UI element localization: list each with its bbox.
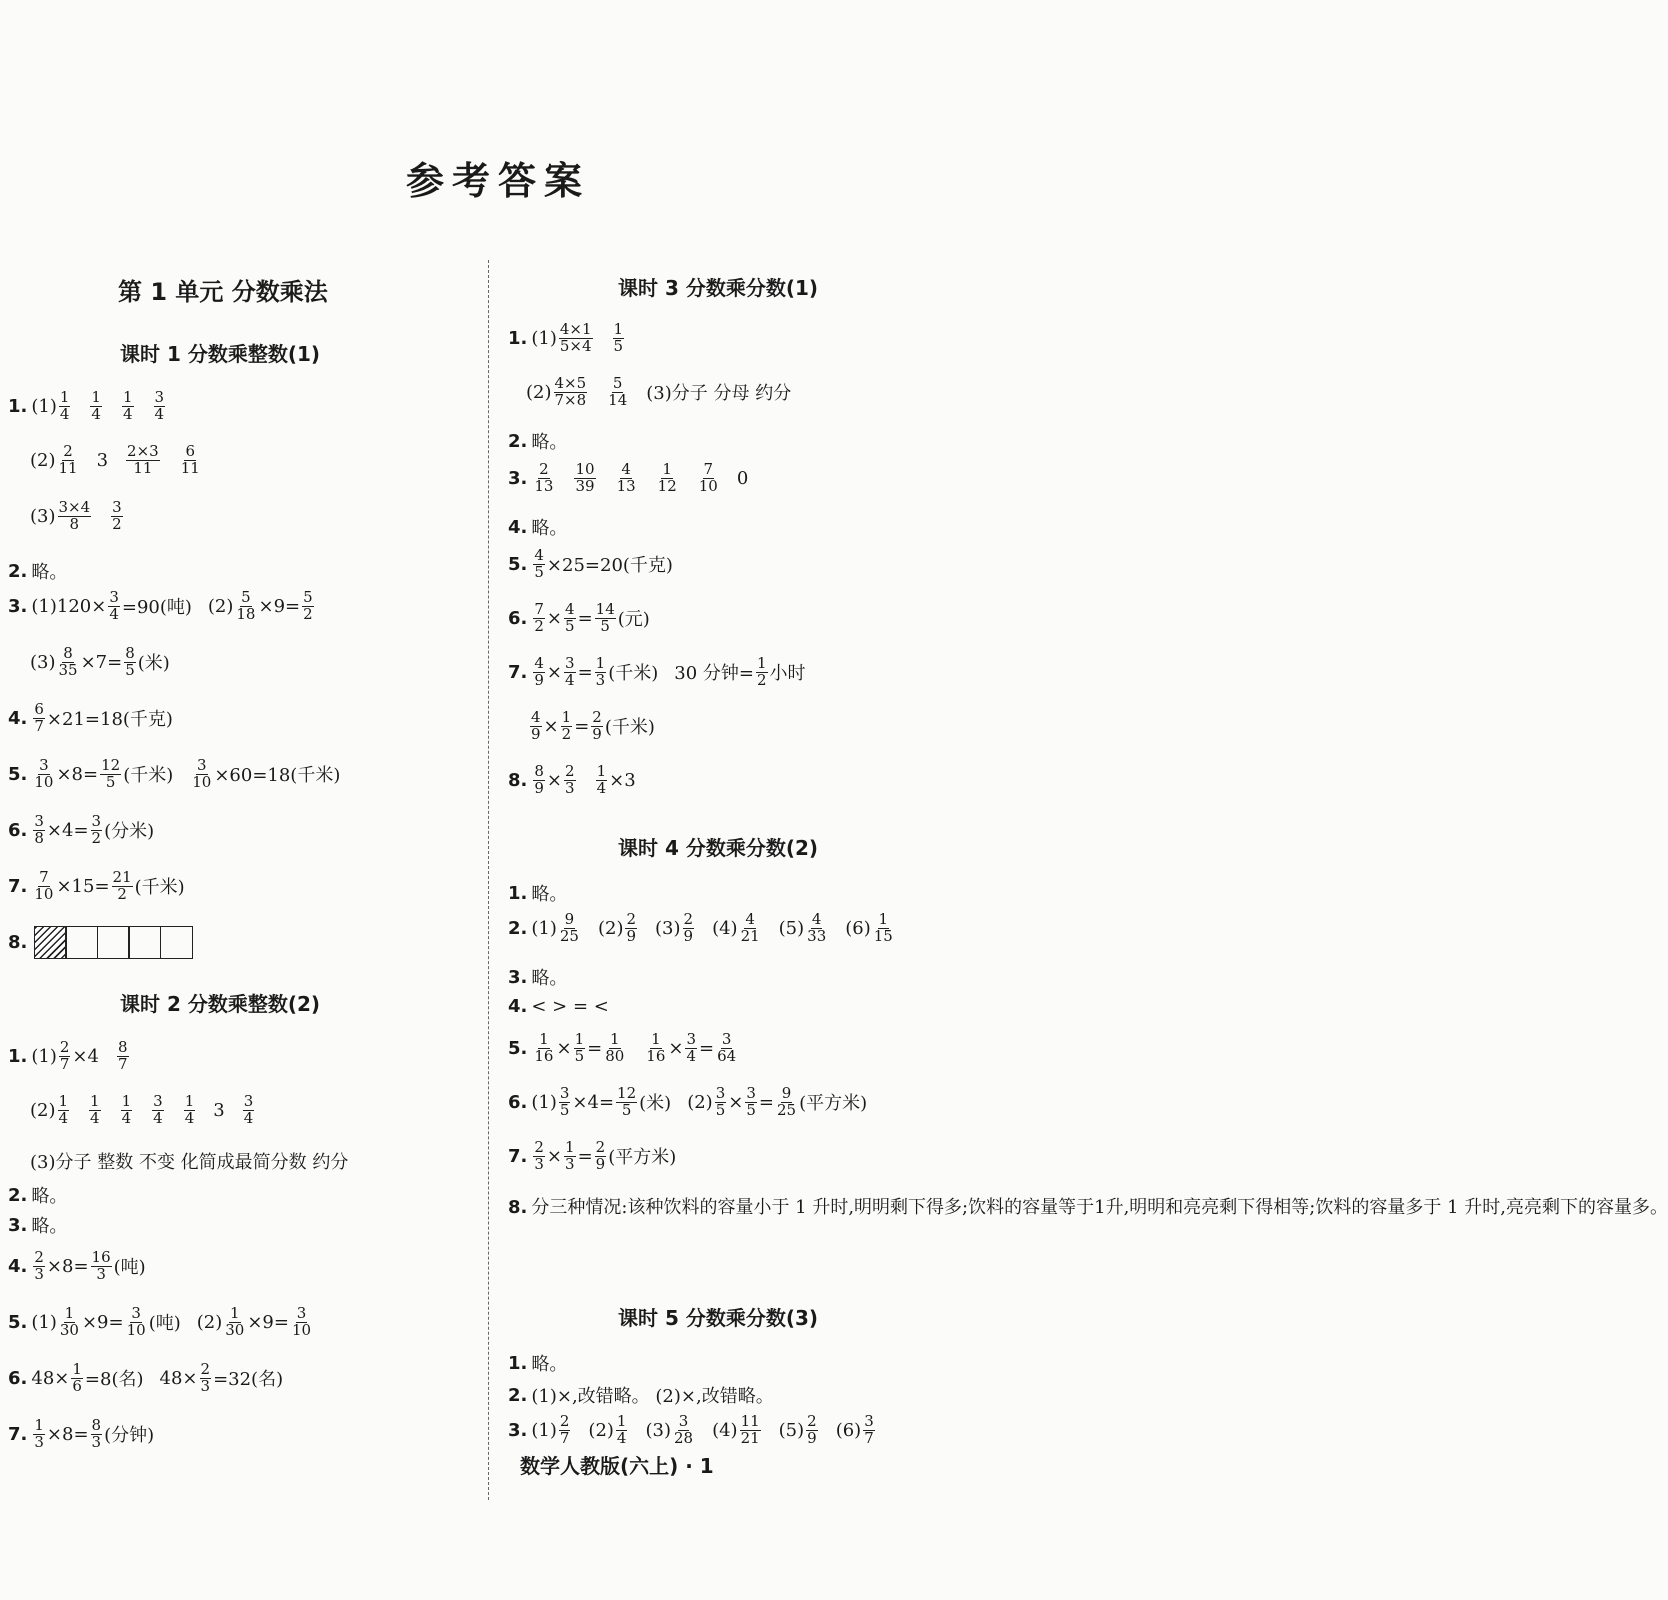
answer-l5-1: 1. 略。 <box>508 1350 567 1376</box>
answer-l1-6: 6. $\frac{3}{8}$ ×4= $\frac{3}{2}$ (分米) <box>8 812 155 847</box>
column-divider <box>488 260 489 1500</box>
answer-text: 略。 <box>31 1216 68 1237</box>
lesson-heading-4: 课时 4 分数乘分数(2) <box>618 836 819 860</box>
answer-l3-4: 4. 略。 <box>508 514 567 540</box>
answer-l3-7b: $\frac{4}{9}$ × $\frac{1}{2}$ = $\frac{2}{9}$ (千米) <box>531 708 655 743</box>
answer-paragraph: 分三种情况:该种饮料的容量小于 1 升时,明明剩下得多;饮料的容量等于1升,明明和亮亮剩下得相等;饮料的容量多于 1 升时,亮亮剩下的容量多。 <box>531 1197 1668 1218</box>
answer-l3-6: 6. $\frac{7}{2}$ × $\frac{4}{5}$ = $\frac{14}{5}$ (元) <box>508 600 650 635</box>
lesson-heading-3: 课时 3 分数乘分数(1) <box>618 276 819 300</box>
answer-l1-8: 8. <box>8 926 193 959</box>
answer-l4-3: 3. 略。 <box>508 964 567 990</box>
lesson-heading-5: 课时 5 分数乘分数(3) <box>618 1306 819 1330</box>
answer-l2-3: 3. 略。 <box>8 1212 67 1238</box>
lesson-heading-1: 课时 1 分数乘整数(1) <box>120 342 321 366</box>
answer-l4-2: 2. (1) $\frac{9}{25}$ (2) $\frac{2}{9}$ (3) $\frac{2}{9}$ (4) $\frac{4}{21}$ (5) $\frac{4}{33}$ (6) $\frac{1}{15}$ <box>508 910 893 945</box>
shaded-grid <box>35 926 193 959</box>
answer-l2-4: 4. $\frac{2}{3}$ ×8= $\frac{16}{3}$ (吨) <box>8 1248 146 1283</box>
answer-text: 略。 <box>531 884 568 905</box>
answer-l2-7: 7. $\frac{1}{3}$ ×8= $\frac{8}{3}$ (分钟) <box>8 1416 155 1451</box>
answer-text: 略。 <box>31 1186 68 1207</box>
answer-l2-6: 6. 48× $\frac{1}{6}$ =8(名) 48× $\frac{2}{3}$ =32(名) <box>8 1360 284 1395</box>
answer-l4-4: 4. < > = < <box>508 996 609 1017</box>
answer-l2-1a: 1. (1) $\frac{2}{7}$ ×4 $\frac{8}{7}$ <box>8 1038 128 1073</box>
answer-text: 略。 <box>31 562 68 583</box>
answer-l2-1b: (2) $\frac{1}{4}$ $\frac{1}{4}$ $\frac{1}{4}$ $\frac{3}{4}$ $\frac{1}{4}$ 3 $\frac{3}{4}$ <box>30 1092 254 1127</box>
answer-l2-5: 5. (1) $\frac{1}{30}$ ×9= $\frac{3}{10}$ (吨) (2) $\frac{1}{30}$ ×9= $\frac{3}{10}$ <box>8 1304 312 1339</box>
answer-l4-6: 6. (1) $\frac{3}{5}$ ×4= $\frac{12}{5}$ (米) (2) $\frac{3}{5}$ × $\frac{3}{5}$ = $\frac{9}{25}$ (平方米) <box>508 1084 868 1119</box>
lesson-heading-2: 课时 2 分数乘整数(2) <box>120 992 321 1016</box>
answer-text: (1)×,改错略。 (2)×,改错略。 <box>531 1386 774 1407</box>
answer-l1-3a: 3. (1)120× $\frac{3}{4}$ =90(吨) (2) $\frac{5}{18}$ ×9= $\frac{5}{2}$ <box>8 588 313 623</box>
answer-text: 略。 <box>531 1354 568 1375</box>
page-footer: 数学人教版(六上) · 1 <box>520 1454 714 1478</box>
answer-l1-1b: (2) $\frac{2}{11}$ 3 $\frac{2\times 3}{11}$ $\frac{6}{11}$ <box>30 442 200 477</box>
answer-l1-1c: (3) $\frac{3\times 4}{8}$ $\frac{3}{2}$ <box>30 498 122 533</box>
answer-text: < > = < <box>531 996 609 1017</box>
answer-l3-8: 8. $\frac{8}{9}$ × $\frac{2}{3}$ $\frac{1}{4}$ ×3 <box>508 762 636 797</box>
answer-l5-3: 3. (1) $\frac{2}{7}$ (2) $\frac{1}{4}$ (3) $\frac{3}{28}$ (4) $\frac{11}{21}$ (5) $\frac{2}{9}$ (6) $\frac{3}{7}$ <box>508 1412 874 1447</box>
answer-text: 略。 <box>531 518 568 539</box>
answer-l4-1: 1. 略。 <box>508 880 567 906</box>
answer-l1-3b: (3) $\frac{8}{35}$ ×7= $\frac{8}{5}$ (米) <box>30 644 170 679</box>
answer-l2-1c: (3)分子 整数 不变 化简成最简分数 约分 <box>30 1152 349 1173</box>
answer-l5-2: 2. (1)×,改错略。 (2)×,改错略。 <box>508 1382 774 1408</box>
answer-l4-5: 5. $\frac{1}{16}$ × $\frac{1}{5}$ = $\frac{1}{80}$ $\frac{1}{16}$ × $\frac{3}{4}$ = $\frac{3}{64}$ <box>508 1030 737 1065</box>
answer-l3-1a: 1. (1) $\frac{4\times 1}{5\times 4}$ $\frac{1}{5}$ <box>508 320 624 355</box>
answer-text: 略。 <box>531 432 568 453</box>
answer-l1-4: 4. $\frac{6}{7}$ ×21=18(千克) <box>8 700 173 735</box>
page-title: 参考答案 <box>405 159 590 203</box>
answer-l3-3: 3. $\frac{2}{13}$ $\frac{10}{39}$ $\frac{4}{13}$ $\frac{1}{12}$ $\frac{7}{10}$ 0 <box>508 460 749 495</box>
answer-l1-7: 7. $\frac{7}{10}$ ×15= $\frac{21}{2}$ (千米) <box>8 868 185 903</box>
answer-l4-7: 7. $\frac{2}{3}$ × $\frac{1}{3}$ = $\frac{2}{9}$ (平方米) <box>508 1138 677 1173</box>
answer-text: (3)分子 分母 约分 <box>646 383 792 405</box>
answer-l2-2: 2. 略。 <box>8 1182 67 1208</box>
answer-l1-5: 5. $\frac{3}{10}$ ×8= $\frac{12}{5}$ (千米) $\frac{3}{10}$ ×60=18(千米) <box>8 756 341 791</box>
answer-l1-2: 2. 略。 <box>8 558 67 584</box>
answer-l3-1b: (2) $\frac{4\times 5}{7\times 8}$ $\frac{5}{14}$ (3)分子 分母 约分 <box>526 374 792 409</box>
answer-l3-7a: 7. $\frac{4}{9}$ × $\frac{3}{4}$ = $\frac{1}{3}$ (千米) 30 分钟= $\frac{1}{2}$ 小时 <box>508 654 806 689</box>
answer-l3-2: 2. 略。 <box>508 428 567 454</box>
answer-text: 略。 <box>531 968 568 989</box>
answer-l4-8: 8. 分三种情况:该种饮料的容量小于 1 升时,明明剩下得多;饮料的容量等于1升,明明和亮亮剩下得相等;饮料的容量多于 1 升时,亮亮剩下的容量多。 <box>508 1192 971 1223</box>
unit-heading: 第 1 单元 分数乘法 <box>118 278 328 306</box>
answer-l1-1a: 1. (1) $\frac{1}{4}$ $\frac{1}{4}$ $\frac{1}{4}$ $\frac{3}{4}$ <box>8 388 165 423</box>
answer-l3-5: 5. $\frac{4}{5}$ ×25=20(千克) <box>508 546 673 581</box>
